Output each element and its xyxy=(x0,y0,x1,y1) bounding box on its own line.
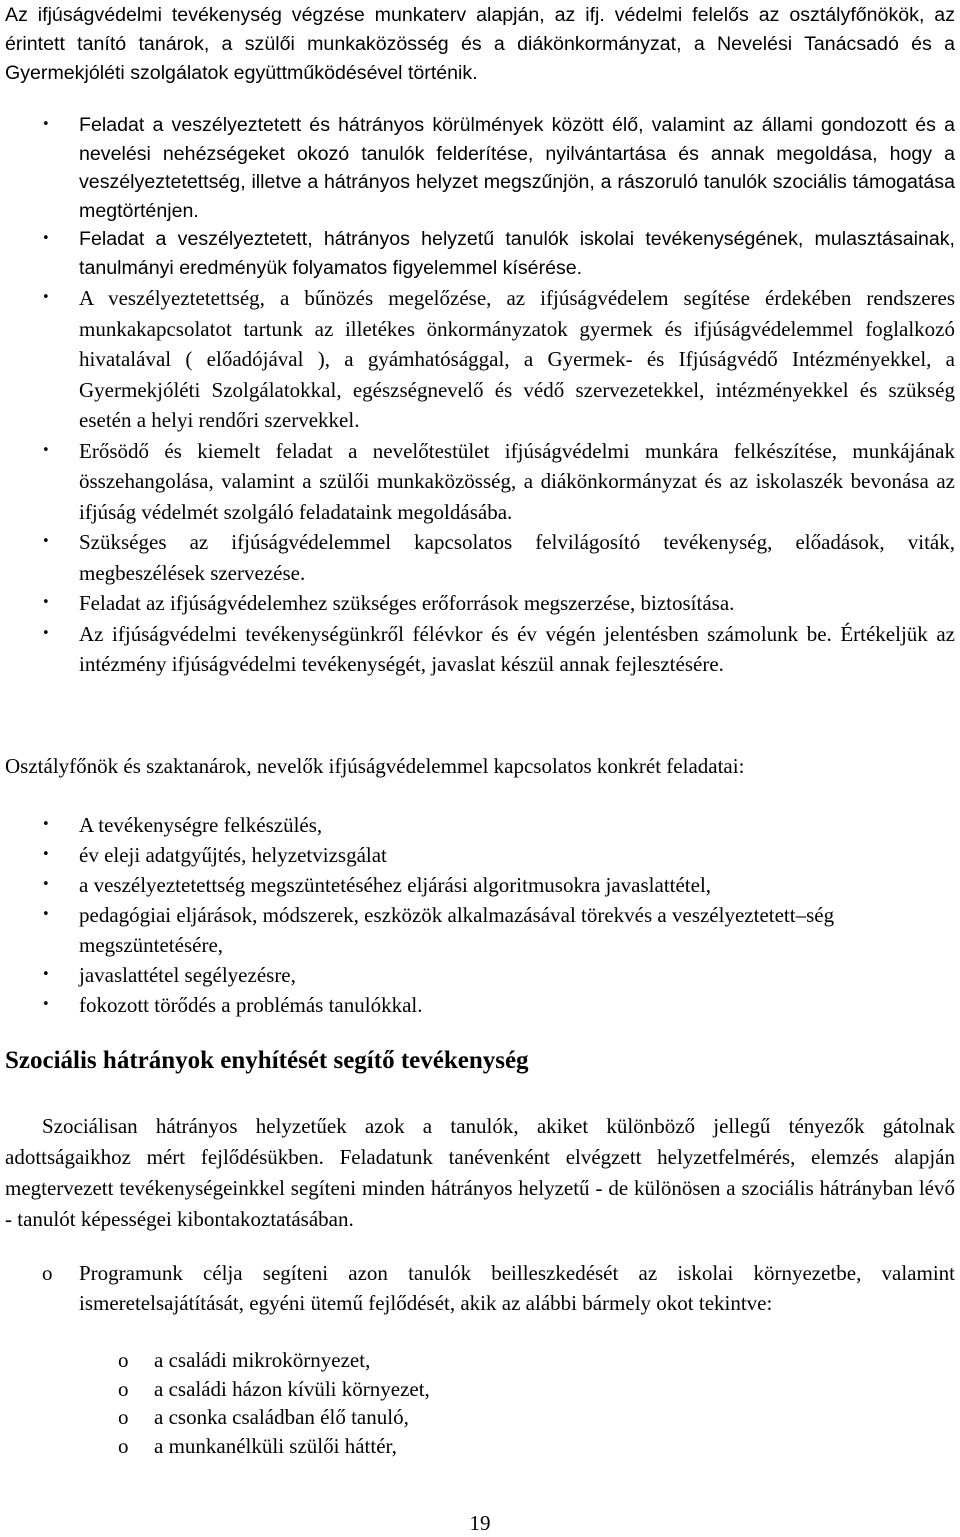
program-list xyxy=(0,1258,960,1318)
list-item: • A veszélyeztetettség, a bűnözés megelőzése, az ifjúságvédelem segítése érdekében rendszeres munkakapcsolatot tartunk az illetékes önkormányzatok gyermek és ifjúságvédelemmel foglalkozó hivatalával ( előadójával ), a gyámhatósággal, a Gyermek- és Ifjúságvédő Intézményekkel, a Gyermekjóléti Szolgálatokkal, egészségnevelő és védő szervezetekkel, intézményekkel és szükség esetén a helyi rendőri szervekkel. xyxy=(0,283,960,436)
bullet-icon: • xyxy=(42,595,50,610)
circle-bullet-icon: o xyxy=(118,1376,129,1401)
list-item: • év eleji adatgyűjtés, helyzetvizsgálat xyxy=(0,840,960,870)
list-item: o a családi mikrokörnyezet, xyxy=(0,1346,960,1375)
list-item: • fokozott törődés a problémás tanulókkal. xyxy=(0,990,960,1020)
circle-bullet-icon: o xyxy=(118,1405,129,1429)
list-item: o Programunk célja segíteni azon tanulók beilleszkedését az iskolai környezetbe, valamint ismeretelsajátítását, egyéni ütemű fejlődését, akik az alábbi bármely okot tekintve: xyxy=(0,1258,960,1318)
list-item: o a munkanélküli szülői háttér, xyxy=(0,1432,960,1461)
bullet-icon: • xyxy=(42,877,50,892)
bullet-icon: • xyxy=(42,847,50,862)
bullet-icon: • xyxy=(42,625,50,641)
bullet-icon: • xyxy=(42,290,50,305)
tasks-intro: Osztályfőnök és szaktanárok, nevelők ifjúságvédelemmel kapcsolatos konkrét feladatai: xyxy=(5,754,745,778)
section-heading: Szociális hátrányok enyhítését segítő tevékenység xyxy=(5,1047,529,1074)
circle-bullet-icon: o xyxy=(118,1348,129,1372)
bullet-icon: • xyxy=(42,231,50,246)
list-item: • Feladat a veszélyeztetett és hátrányos körülmények között élő, valamint az állami gondozott és a nevelési nehézségeket okozó tanulók felderítése, nyilvántartása és annak megoldása, hogy a veszélyeztetettség, illetve a hátrányos helyzet megszűnjön, a rászoruló tanulók szociális támogatása megtörténjen. xyxy=(0,111,960,225)
page-number: 19 xyxy=(469,1511,491,1535)
bullet-icon: • xyxy=(42,442,50,458)
bullet-icon: • xyxy=(42,817,50,832)
bullet-icon: • xyxy=(42,117,50,132)
duties-list-2 xyxy=(0,283,960,680)
social-paragraph: Szociálisan hátrányos helyzetűek azok a tanulók, akiket különböző jellegű tényezők gátolnak adottságaikhoz mért fejlődésükben. Feladatunk tanévenként elvégzett helyzetfelmérés, elemzés alapján megtervezett tevékenységeinkkel segíteni minden hátrányos helyzetű - de különösen a szociális hátrányban lévő - tanulót képességei kibontakoztatásában. xyxy=(5,1114,955,1231)
bullet-icon: • xyxy=(42,997,50,1012)
bullet-icon: • xyxy=(42,534,50,549)
list-item: • Feladat a veszélyeztetett, hátrányos helyzetű tanulók iskolai tevékenységének, mulasztásainak, tanulmányi eredményük folyamatos figyelemmel kísérése. xyxy=(0,225,960,282)
circle-bullet-icon: o xyxy=(42,1261,53,1285)
list-item: • Szükséges az ifjúságvédelemmel kapcsolatos felvilágosító tevékenység, előadások, viták, megbeszélések szervezése. xyxy=(0,527,960,588)
intro-paragraph: Az ifjúságvédelmi tevékenység végzése munkaterv alapján, az ifj. védelmi felelős az osztályfőnökök, az érintett tanító tanárok, a szülői munkaközösség és a diákönkormányzat, a Nevelési Tanácsadó és a Gyermekjóléti szolgálatok együttműködésével történik. xyxy=(5,4,955,84)
bullet-icon: • xyxy=(42,907,50,922)
list-item: o a családi házon kívüli környezet, xyxy=(0,1375,960,1404)
circle-bullet-icon: o xyxy=(118,1433,129,1458)
list-item: • Az ifjúságvédelmi tevékenységünkről félévkor és év végén jelentésben számolunk be. Értékeljük az intézmény ifjúságvédelmi tevékenységét, javaslat készül annak fejlesztésére. xyxy=(0,619,960,680)
tasks-list xyxy=(0,810,960,1020)
list-item: • javaslattétel segélyezésre, xyxy=(0,960,960,990)
list-item: o a csonka családban élő tanuló, xyxy=(0,1403,960,1432)
program-reasons-list xyxy=(0,1346,960,1460)
list-item: • pedagógiai eljárások, módszerek, eszközök alkalmazásával törekvés a veszélyeztetett–ség megszüntetésére, xyxy=(0,900,960,960)
list-item: • A tevékenységre felkészülés, xyxy=(0,810,960,840)
list-item: • Erősödő és kiemelt feladat a nevelőtestület ifjúságvédelmi munkára felkészítése, munkájának összehangolása, valamint a szülői munkaközösség, a diákönkormányzat és az iskolaszék bevonása az ifjúság védelmét szolgáló feladataink megoldásába. xyxy=(0,436,960,528)
bullet-icon: • xyxy=(42,967,50,982)
duties-list-1 xyxy=(0,111,960,282)
list-item: • Feladat az ifjúságvédelemhez szükséges erőforrások megszerzése, biztosítása. xyxy=(0,588,960,619)
list-item: • a veszélyeztetettség megszüntetéséhez eljárási algoritmusokra javaslattétel, xyxy=(0,870,960,900)
